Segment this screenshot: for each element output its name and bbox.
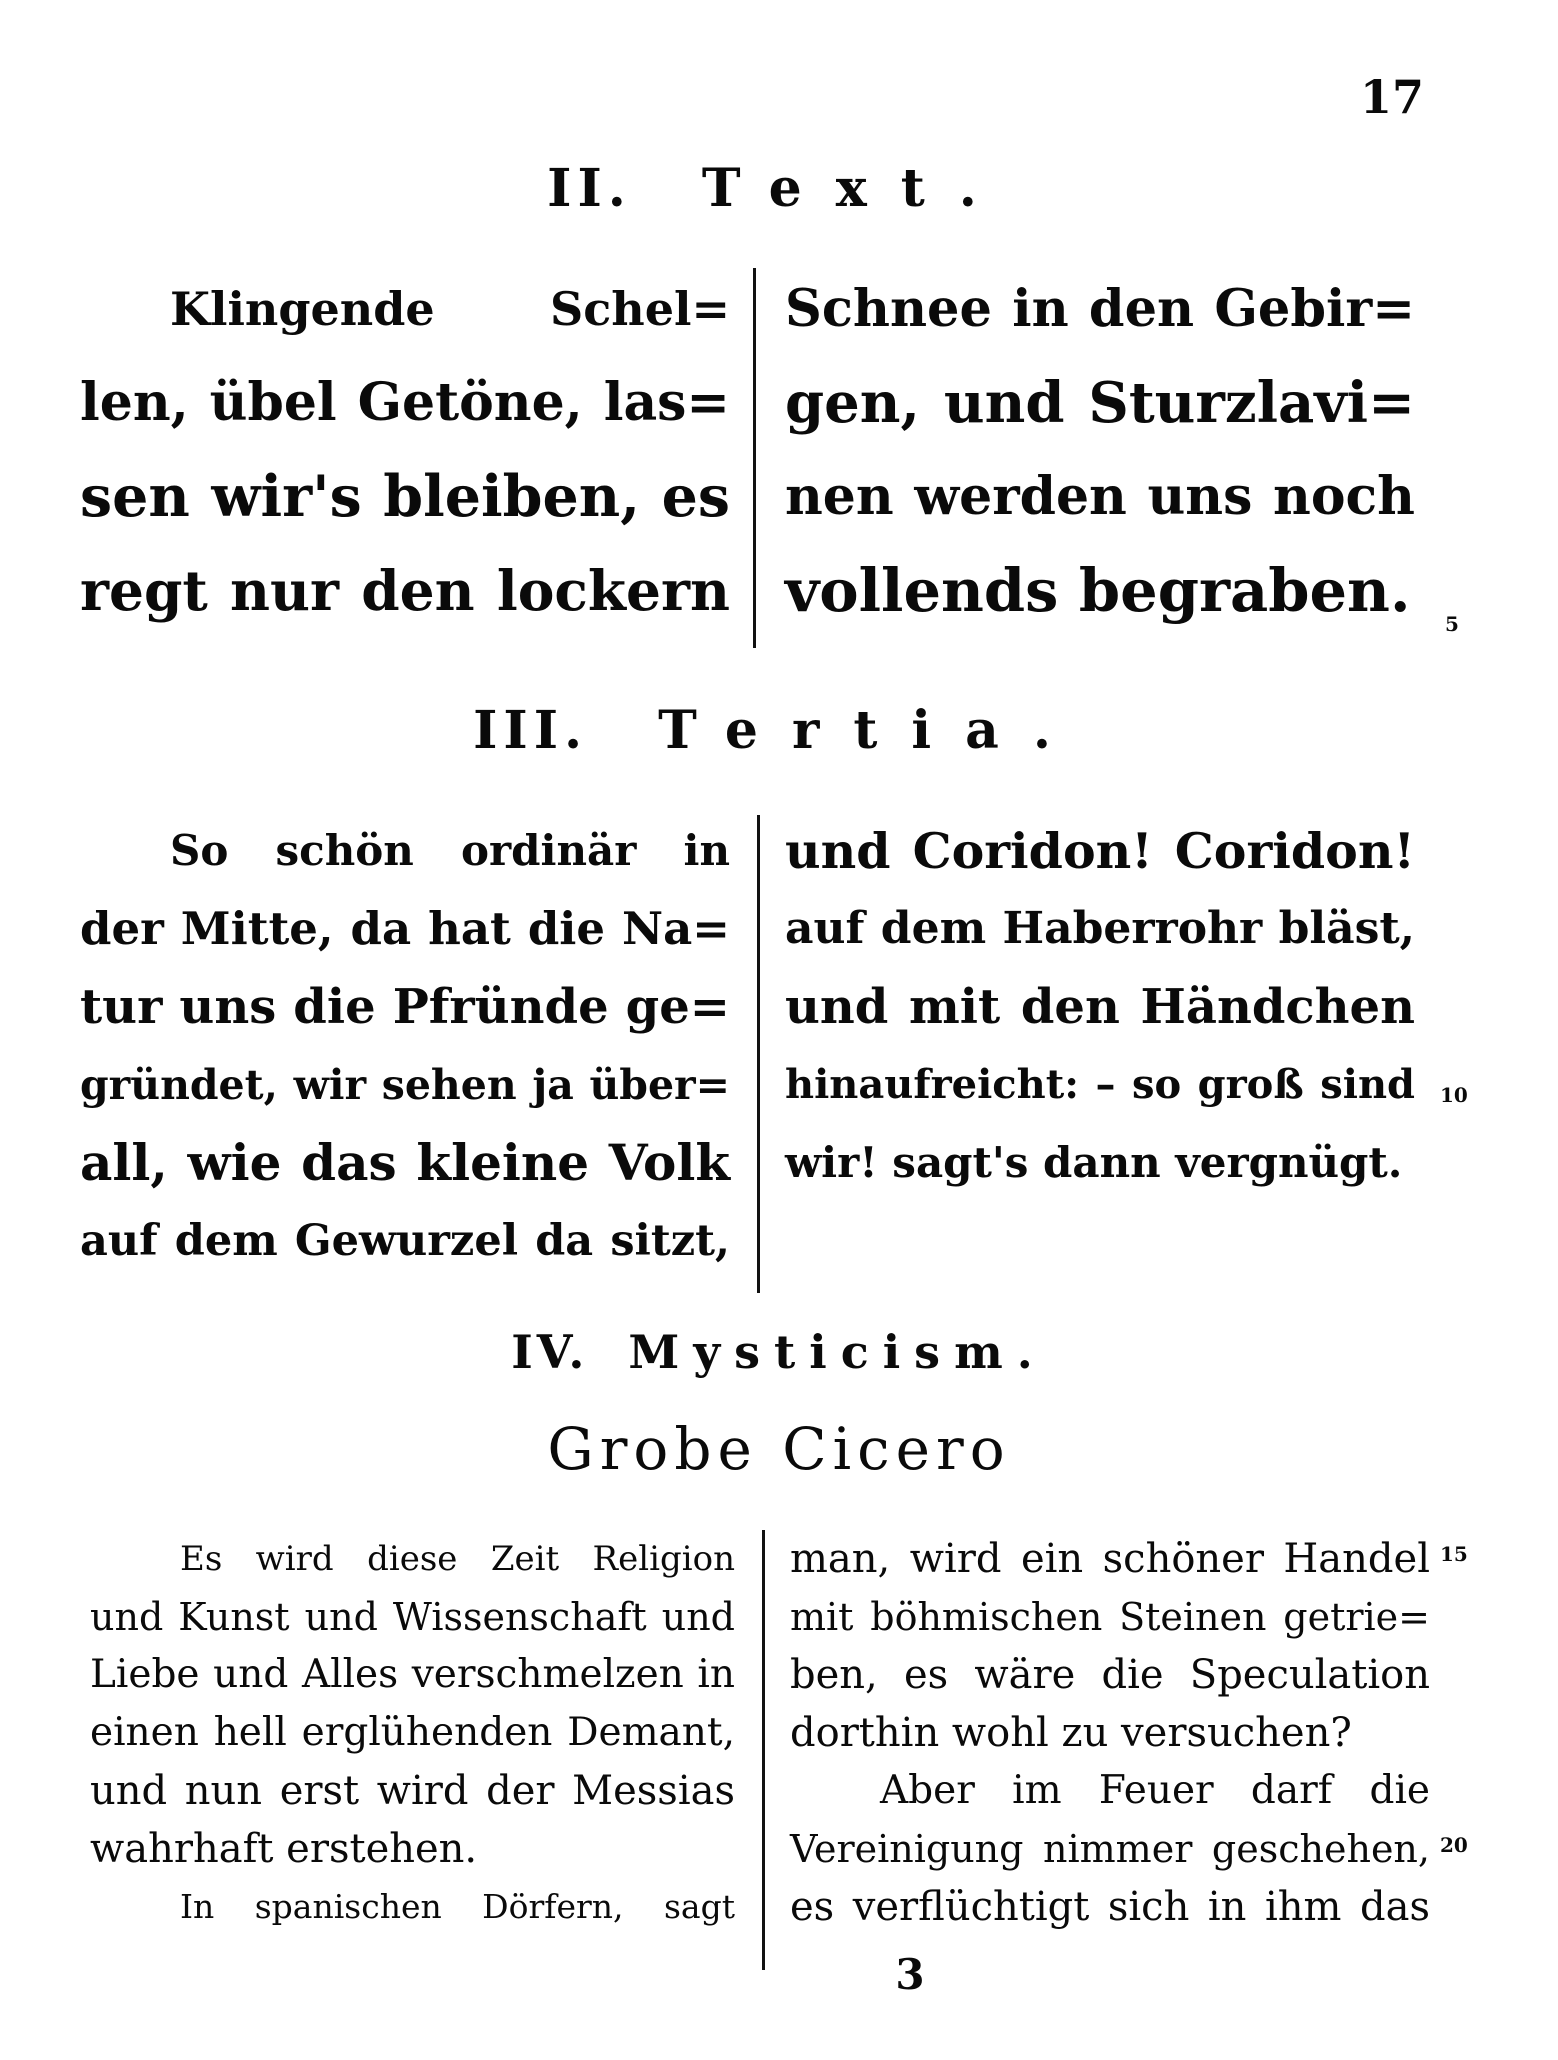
text-line: In spanischen Dörfern, sagt [180, 1887, 735, 1926]
text-block-text [80, 262, 1440, 652]
text-line: gründet, wir sehen ja über= [80, 1061, 730, 1109]
section-heading-mysticism [0, 1325, 1558, 1379]
text-line: einen hell erglühenden Demant, [90, 1710, 735, 1755]
right-column [785, 812, 1415, 1202]
text-line: und Kunst und Wissenschaft und [90, 1595, 735, 1639]
text-line: Vereinigung nimmer geschehen, [790, 1827, 1430, 1871]
text-line: der Mitte, da hat die Na= [80, 902, 730, 955]
text-line: nen werden uns noch [785, 466, 1415, 527]
line-number: 20 [1440, 1833, 1468, 1857]
text-line: tur uns die Pfründe ge= [80, 979, 730, 1035]
page-number: 17 [1360, 70, 1425, 124]
section-heading-text [0, 158, 1558, 219]
left-column [90, 1530, 735, 1936]
text-line: Schnee in den Gebir= [785, 279, 1415, 339]
text-line: und mit den Händchen [785, 979, 1415, 1035]
column-divider [757, 815, 760, 1293]
text-line: hinaufreicht: – so groß sind [785, 1061, 1415, 1108]
line-number: 5 [1445, 612, 1459, 636]
line-number: 10 [1440, 1083, 1468, 1107]
section-numeral: II. [547, 158, 632, 219]
right-column [785, 262, 1415, 638]
text-line: Aber im Feuer darf die [880, 1768, 1430, 1813]
text-line: So schön ordinär in [170, 826, 730, 875]
section-title: Mysticism. [628, 1325, 1047, 1379]
left-column [80, 262, 730, 638]
text-line: auf dem Gewurzel da sitzt, [80, 1216, 730, 1266]
text-line: gen, und Sturzlavi= [785, 370, 1415, 436]
section-title: Text. [701, 158, 1011, 219]
column-divider [762, 1530, 765, 1970]
text-line: len, übel Getöne, las= [80, 372, 730, 433]
text-line: und Coridon! Coridon! [785, 822, 1415, 880]
left-column [80, 812, 730, 1280]
text-line: Klingende Schel= [170, 282, 730, 336]
text-block-mysticism [90, 1530, 1450, 1950]
signature-mark: 3 [895, 1950, 925, 1999]
text-line: dorthin wohl zu versuchen? [790, 1710, 1352, 1756]
section-subtitle: Grobe Cicero [547, 1415, 1011, 1483]
right-column [790, 1530, 1430, 1936]
line-number: 15 [1440, 1542, 1468, 1566]
text-line: und nun erst wird der Messias [90, 1768, 735, 1814]
text-line: sen wir's bleiben, es [80, 463, 730, 530]
text-line: vollends begraben. [785, 556, 1411, 625]
section-title: Tertia. [658, 700, 1085, 761]
text-line: all, wie das kleine Volk [80, 1133, 730, 1192]
text-line: ben, es wäre die Speculation [790, 1652, 1430, 1698]
column-divider [753, 268, 756, 648]
text-line: regt nur den lockern [80, 558, 730, 623]
section-heading-tertia [0, 700, 1558, 761]
text-line: Liebe und Alles verschmelzen in [90, 1652, 735, 1697]
text-line: auf dem Haberrohr bläst, [785, 903, 1415, 954]
text-line: wir! sagt's dann vergnügt. [785, 1138, 1403, 1187]
text-line: es verflüchtigt sich in ihm das [790, 1884, 1430, 1930]
section-numeral: III. [473, 700, 589, 761]
text-line: man, wird ein schöner Handel [790, 1536, 1430, 1582]
text-line: wahrhaft erstehen. [90, 1826, 478, 1872]
text-block-tertia [80, 812, 1440, 1292]
section-numeral: IV. [511, 1325, 589, 1379]
text-line: Es wird diese Zeit Religion [180, 1539, 735, 1579]
text-line: mit böhmischen Steinen getrie= [790, 1595, 1430, 1639]
